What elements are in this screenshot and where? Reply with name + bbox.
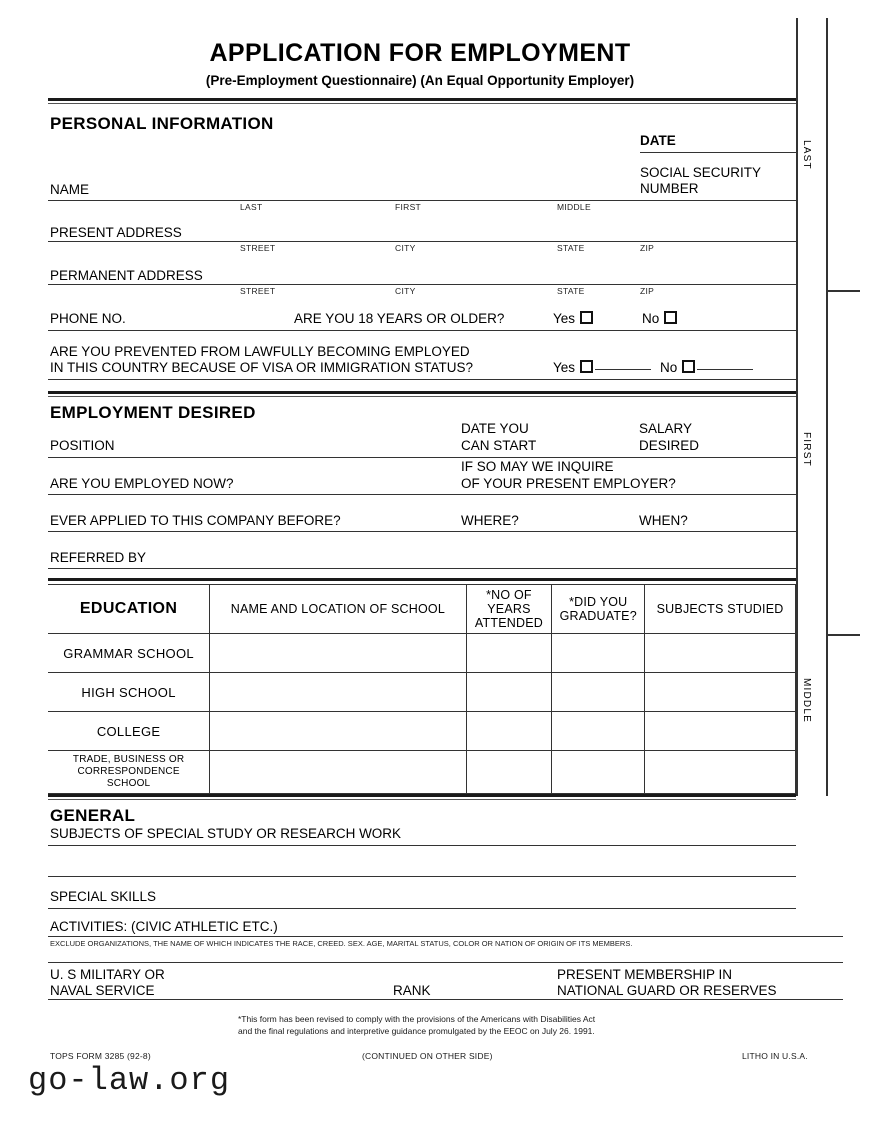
- education-cell-years-grammar[interactable]: [466, 634, 552, 673]
- visa-question-line2: IN THIS COUNTRY BECAUSE OF VISA OR IMMIGRATION STATUS?: [50, 360, 474, 375]
- divider-personal-information: [48, 98, 796, 104]
- education-cell-years-high[interactable]: [466, 673, 552, 712]
- age-yes-checkbox[interactable]: [580, 311, 593, 324]
- education-cell-subjects-college[interactable]: [645, 712, 796, 751]
- phone-label: PHONE NO.: [50, 311, 126, 326]
- inquire-line2: OF YOUR PRESENT EMPLOYER?: [461, 476, 676, 491]
- permanent-address-sub-state: STATE: [557, 286, 585, 296]
- ssn-label-line2: NUMBER: [640, 181, 699, 196]
- date-start-line1: DATE YOU: [461, 421, 529, 436]
- visa-yes-label: Yes: [553, 360, 576, 375]
- education-row-label-grammar-school: GRAMMAR SCHOOL: [48, 634, 210, 673]
- divider-military: [48, 962, 843, 963]
- name-sub-last: LAST: [240, 202, 263, 212]
- education-cell-graduate-trade[interactable]: [552, 751, 645, 794]
- permanent-address-sub-zip: ZIP: [640, 286, 655, 296]
- section-heading-general: GENERAL: [50, 806, 136, 825]
- education-cell-graduate-college[interactable]: [552, 712, 645, 751]
- referred-by-label: REFERRED BY: [50, 550, 147, 565]
- permanent-address-sub-street: STREET: [240, 286, 276, 296]
- activities-label: ACTIVITIES: (CIVIC ATHLETIC ETC.): [50, 919, 278, 934]
- trade-label-line-1: TRADE, BUSINESS OR: [72, 754, 185, 765]
- present-address-label: PRESENT ADDRESS: [50, 225, 182, 240]
- divider-general: [48, 794, 796, 800]
- special-skills-field[interactable]: [48, 908, 796, 909]
- activities-note: EXCLUDE ORGANIZATIONS, THE NAME OF WHICH INDICATES THE RACE, CREED. SEX. AGE, MARITAL STATUS, COLOR OR NATION OF ORIGIN OF ITS MEMBERS.: [50, 939, 633, 948]
- litho-note: LITHO IN U.S.A.: [742, 1051, 808, 1061]
- salary-line2: DESIRED: [639, 438, 700, 453]
- date-label: DATE: [640, 133, 676, 148]
- membership-line1: PRESENT MEMBERSHIP IN: [557, 967, 733, 982]
- education-cell-subjects-grammar[interactable]: [645, 634, 796, 673]
- divider-education: [48, 578, 796, 581]
- when-label: WHEN?: [639, 513, 688, 528]
- visa-yes-blank[interactable]: [595, 369, 651, 370]
- subjects-special-study-label: SUBJECTS OF SPECIAL STUDY OR RESEARCH WORK: [50, 826, 402, 841]
- visa-no-blank[interactable]: [697, 369, 753, 370]
- years-line-1: *NO OF: [486, 588, 532, 602]
- education-cell-name-college[interactable]: [210, 712, 466, 751]
- education-col-subjects-studied: SUBJECTS STUDIED: [645, 585, 796, 634]
- permanent-address-sub-city: CITY: [395, 286, 416, 296]
- education-cell-subjects-trade[interactable]: [645, 751, 796, 794]
- education-cell-years-college[interactable]: [466, 712, 552, 751]
- education-cell-subjects-high[interactable]: [645, 673, 796, 712]
- table-row: [48, 712, 796, 751]
- margin-label-last: LAST: [801, 140, 812, 170]
- table-row: [48, 673, 796, 712]
- membership-line2: NATIONAL GUARD OR RESERVES: [557, 983, 777, 998]
- margin-outer-line: [826, 18, 828, 796]
- phone-field[interactable]: [48, 330, 796, 331]
- education-cell-graduate-high[interactable]: [552, 673, 645, 712]
- years-line-2: YEARS: [487, 602, 531, 616]
- military-service-line2: NAVAL SERVICE: [50, 983, 155, 998]
- visa-no-label: No: [660, 360, 678, 375]
- margin-tick-upper: [826, 290, 860, 292]
- education-cell-name-grammar[interactable]: [210, 634, 466, 673]
- present-address-sub-street: STREET: [240, 243, 276, 253]
- education-row-label-college: COLLEGE: [48, 712, 210, 751]
- employed-now-field[interactable]: [48, 494, 796, 495]
- permanent-address-field[interactable]: [48, 284, 796, 285]
- grad-line-2: GRADUATE?: [559, 609, 637, 623]
- age-yes-label: Yes: [553, 311, 576, 326]
- ever-applied-label: EVER APPLIED TO THIS COMPANY BEFORE?: [50, 513, 341, 528]
- trade-label-line-2: CORRESPONDENCE: [77, 766, 180, 777]
- ada-note-line1: *This form has been revised to comply with the provisions of the Americans with Disabilities Act: [238, 1014, 596, 1024]
- name-sub-first: FIRST: [395, 202, 422, 212]
- margin-label-middle: MIDDLE: [801, 678, 812, 723]
- education-table-header-row: [48, 585, 796, 634]
- employed-now-label: ARE YOU EMPLOYED NOW?: [50, 476, 234, 491]
- divider-employment-desired: [48, 391, 796, 397]
- form-title-block: [48, 38, 792, 89]
- section-heading-personal-information: PERSONAL INFORMATION: [50, 114, 274, 133]
- position-label: POSITION: [50, 438, 115, 453]
- visa-no-checkbox[interactable]: [682, 360, 695, 373]
- age-no-checkbox[interactable]: [664, 311, 677, 324]
- margin-tick-lower: [826, 634, 860, 636]
- subjects-special-study-field-2[interactable]: [48, 876, 796, 877]
- education-table: [48, 584, 796, 794]
- where-label: WHERE?: [461, 513, 519, 528]
- present-address-sub-state: STATE: [557, 243, 585, 253]
- inquire-line1: IF SO MAY WE INQUIRE: [461, 459, 614, 474]
- table-row: [48, 634, 796, 673]
- military-service-line1: U. S MILITARY OR: [50, 967, 165, 982]
- visa-question-line1: ARE YOU PREVENTED FROM LAWFULLY BECOMING EMPLOYED: [50, 344, 470, 359]
- name-sub-middle: MIDDLE: [557, 202, 591, 212]
- education-cell-name-high[interactable]: [210, 673, 466, 712]
- grad-line-1: *DID YOU: [569, 595, 628, 609]
- present-address-field[interactable]: [48, 241, 796, 242]
- education-col-years-attended: [466, 585, 552, 634]
- military-field-underline[interactable]: [48, 999, 843, 1000]
- years-line-3: ATTENDED: [474, 616, 543, 630]
- salary-line1: SALARY: [639, 421, 693, 436]
- special-skills-label: SPECIAL SKILLS: [50, 889, 157, 904]
- page-title: APPLICATION FOR EMPLOYMENT: [209, 39, 631, 67]
- present-address-sub-zip: ZIP: [640, 243, 655, 253]
- permanent-address-label: PERMANENT ADDRESS: [50, 268, 203, 283]
- section-heading-employment-desired: EMPLOYMENT DESIRED: [50, 403, 256, 422]
- page-subtitle: (Pre-Employment Questionnaire) (An Equal Opportunity Employer): [205, 73, 635, 88]
- age-no-label: No: [642, 311, 660, 326]
- referred-by-field[interactable]: [48, 568, 796, 569]
- trade-label-line-3: SCHOOL: [106, 778, 151, 789]
- present-address-sub-city: CITY: [395, 243, 416, 253]
- table-row: [48, 751, 796, 794]
- age-question-label: ARE YOU 18 YEARS OR OLDER?: [294, 311, 505, 326]
- education-row-label-high-school: HIGH SCHOOL: [48, 673, 210, 712]
- ada-note-line2: and the final regulations and interpretive guidance promulgated by the EEOC on July 26. 1991.: [238, 1025, 595, 1036]
- activities-field[interactable]: [48, 936, 843, 937]
- subjects-special-study-field-1[interactable]: [48, 845, 796, 846]
- education-col-title: EDUCATION: [48, 585, 210, 634]
- education-row-label-trade-school: [48, 751, 210, 794]
- education-cell-graduate-grammar[interactable]: [552, 634, 645, 673]
- margin-inner-line: [796, 18, 798, 796]
- education-col-did-graduate: [552, 585, 645, 634]
- date-field[interactable]: [640, 152, 796, 153]
- visa-yes-checkbox[interactable]: [580, 360, 593, 373]
- education-cell-years-trade[interactable]: [466, 751, 552, 794]
- ada-note: [238, 1014, 658, 1037]
- continued-note: (CONTINUED ON OTHER SIDE): [362, 1051, 493, 1061]
- rank-label: RANK: [393, 983, 431, 998]
- name-label: NAME: [50, 182, 90, 197]
- ssn-label-line1: SOCIAL SECURITY: [640, 165, 762, 180]
- form-number: TOPS FORM 3285 (92-8): [50, 1051, 151, 1061]
- education-col-name-location: NAME AND LOCATION OF SCHOOL: [210, 585, 466, 634]
- position-field[interactable]: [48, 457, 796, 458]
- name-field[interactable]: [48, 200, 796, 201]
- visa-field-underline: [48, 379, 796, 380]
- education-cell-name-trade[interactable]: [210, 751, 466, 794]
- ever-applied-field[interactable]: [48, 531, 796, 532]
- date-start-line2: CAN START: [461, 438, 537, 453]
- margin-label-first: FIRST: [801, 432, 812, 467]
- watermark: go-law.org: [28, 1062, 231, 1099]
